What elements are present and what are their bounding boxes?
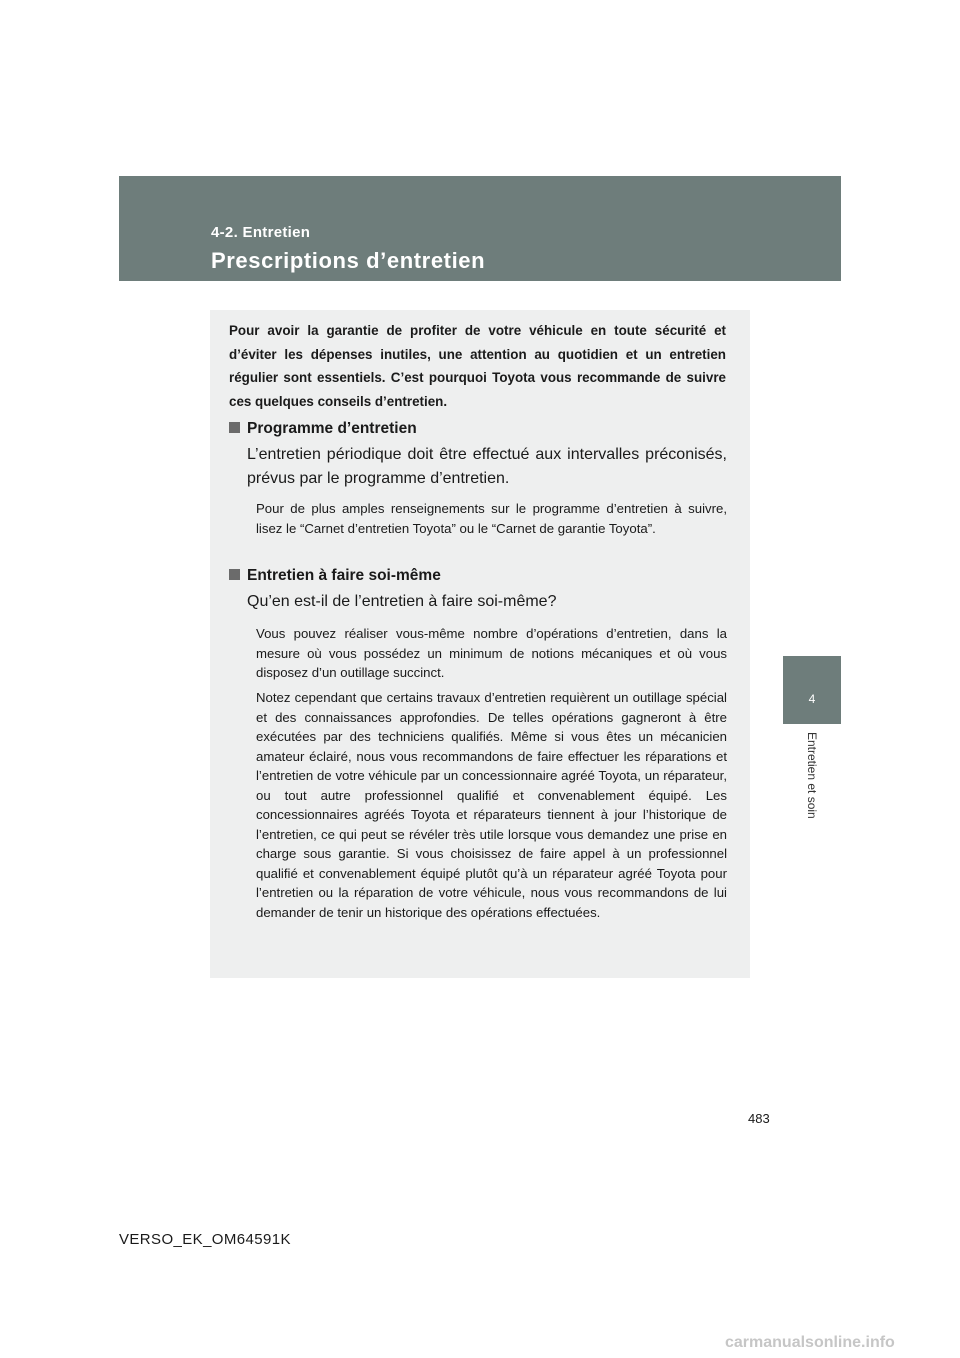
section-note-diy-1: Vous pouvez réaliser vous-même nombre d’opérations d’entretien, dans la mesure où vous possédez un minimum de notions mécaniques et où vous disposez d’un outillage succinct.: [256, 626, 727, 680]
intro-paragraph: Pour avoir la garantie de profiter de votre véhicule en toute sécurité et d’éviter les dépenses inutiles, une attention au quotidien et un entretien régulier sont essentiels. C’est pourquoi Toyota vous recommande de suivre ces quelques conseils d’entretien.: [229, 323, 726, 409]
section-body-diy: Qu’en est-il de l’entretien à faire soi-même?: [247, 593, 557, 610]
section-note-programme: Pour de plus amples renseignements sur le programme d’entretien à suivre, lisez le “Carnet d’entretien Toyota” ou le “Carnet de garantie Toyota”.: [256, 501, 727, 536]
section-heading-label: Entretien à faire soi-même: [247, 567, 441, 584]
square-bullet-icon: [229, 569, 240, 580]
chapter-tab-number: 4: [808, 692, 816, 706]
header-band: [119, 176, 841, 281]
section-note-diy-2: Notez cependant que certains travaux d’entretien requièrent un outillage spécial et des connaissances approfondies. De telles opérations gagneront à être exécutées par des techniciens qualifiés. Même si vous êtes un mécanicien amateur éclairé, nous vous recommandons de faire effectuer les réparations et l’entretien de votre véhicule par un concessionnaire agréé Toyota, un réparateur, ou tout autre professionnel qualifié et convenablement équipé. Les concessionnaires agréés Toyota et réparateurs tiennent à jour l’historique de l’entretien, ce qui peut se révéler très utile lorsque vous demandez une prise en charge sous garantie. Si vous choisissez de faire appel à un professionnel qualifié et convenablement équipé plutôt qu’à un réparateur agréé Toyota pour l’entretien ou la réparation de votre véhicule, nous vous recommandons de lui demander de tenir un historique des opérations effectuées.: [256, 690, 727, 920]
chapter-tab[interactable]: [783, 656, 841, 724]
page-title: Prescriptions d’entretien: [211, 248, 486, 273]
section-body-programme: L’entretien périodique doit être effectué aux intervalles préconisés, prévus par le programme d’entretien.: [247, 446, 727, 487]
page-number: 483: [748, 1111, 770, 1126]
section-heading-programme: [229, 420, 417, 438]
section-label: 4-2. Entretien: [211, 224, 311, 241]
section-heading-diy: [229, 567, 441, 585]
document-code: VERSO_EK_OM64591K: [119, 1231, 291, 1248]
square-bullet-icon: [229, 422, 240, 433]
watermark-text: carmanualsonline.info: [725, 1334, 895, 1351]
content-box: [210, 310, 750, 978]
chapter-tab-label: Entretien et soin: [805, 732, 819, 819]
section-heading-label: Programme d’entretien: [247, 420, 417, 437]
